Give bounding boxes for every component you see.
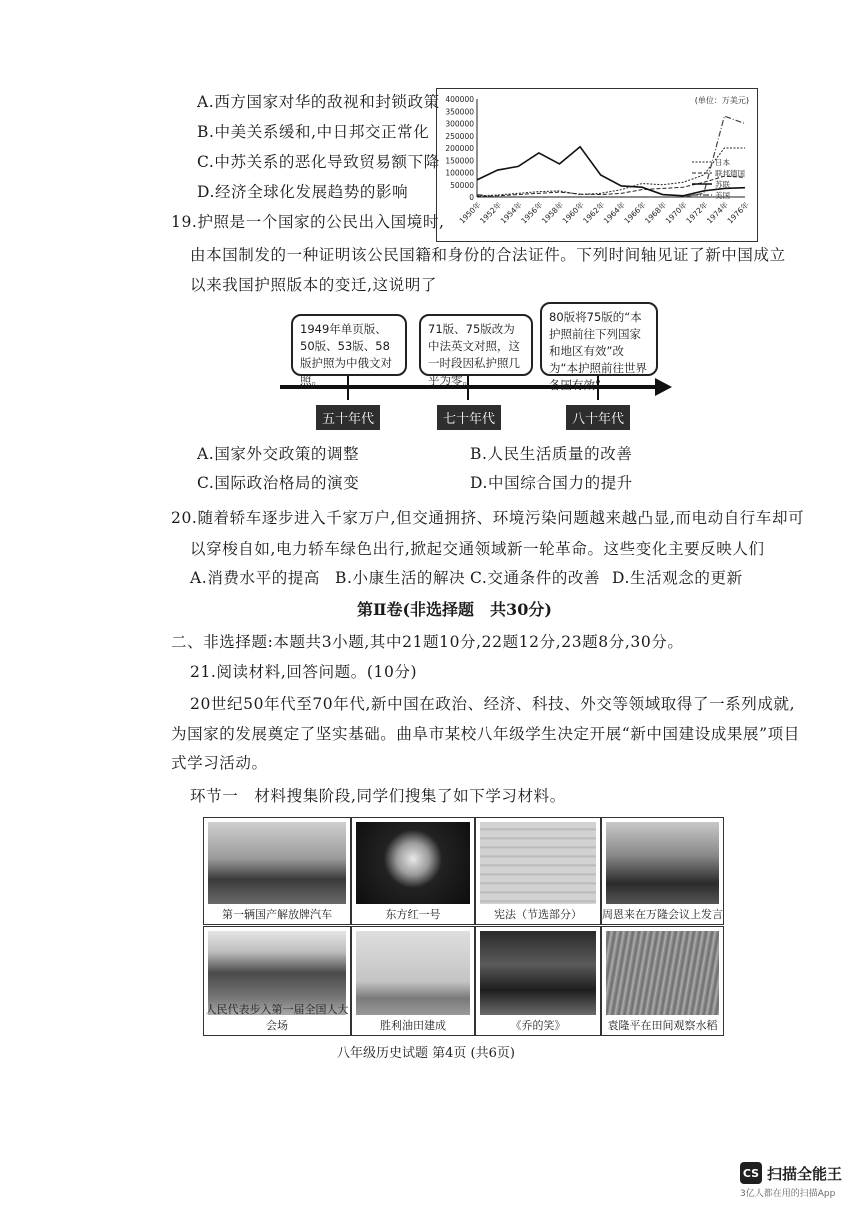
photo-image	[606, 822, 719, 904]
series-line-美国	[477, 116, 745, 197]
y-tick-label: 100000	[445, 168, 474, 178]
q19-option-c: C.国际政治格局的演变	[197, 474, 360, 492]
photo-jiefang-truck	[203, 817, 351, 925]
q19-stem-line1: 19.护照是一个国家的公民出入国境时,	[171, 213, 445, 231]
photo-image	[606, 931, 719, 1015]
x-tick-label: 1964年	[601, 200, 627, 226]
cs-logo-icon: CS	[740, 1162, 762, 1184]
y-tick-label: 50000	[450, 180, 474, 190]
q19-option-d: D.中国综合国力的提升	[470, 474, 633, 492]
y-tick-label: 250000	[445, 131, 474, 141]
photo-zhou-enlai-bandung	[601, 817, 724, 925]
photo-yuan-longping	[601, 926, 724, 1036]
photo-image	[208, 822, 346, 904]
q18-option-a: A.西方国家对华的敌视和封锁政策	[197, 93, 440, 111]
q20-option-b: B.小康生活的解决	[335, 569, 466, 587]
photo-caption: 东方红一号	[385, 908, 441, 921]
photo-image	[356, 931, 470, 1015]
q19-stem-line3: 以来我国护照版本的变迁,这说明了	[190, 276, 438, 294]
q21-heading: 21.阅读材料,回答问题。(10分)	[190, 663, 418, 681]
photo-caption: 袁隆平在田间观察水稻	[607, 1019, 718, 1032]
x-tick-label: 1974年	[704, 200, 731, 226]
q18-option-b: B.中美关系缓和,中日邦交正常化	[197, 123, 430, 141]
q21-para-line3: 式学习活动。	[171, 754, 268, 772]
y-tick-label: 0	[469, 193, 474, 202]
unit-label: (单位：万美元)	[694, 96, 749, 105]
q18-option-d: D.经济全球化发展趋势的影响	[197, 183, 409, 201]
timeline-box-1970s: 71版、75版改为中法英文对照，这一时段因私护照几乎为零。	[419, 314, 533, 376]
x-tick-label: 1958年	[539, 200, 566, 226]
q20-option-a: A.消费水平的提高	[190, 569, 321, 587]
scanner-tagline: 3亿人都在用的扫描App	[739, 1189, 836, 1199]
era-label-1970s: 七十年代	[437, 405, 501, 430]
photo-npc-session	[203, 926, 351, 1036]
photo-shengli-oilfield	[351, 926, 475, 1036]
photo-caption: 第一辆国产解放牌汽车	[222, 908, 332, 921]
y-tick-label: 150000	[445, 156, 474, 166]
x-tick-label: 1968年	[643, 200, 669, 226]
q18-option-c: C.中苏关系的恶化导致贸易额下降	[197, 153, 440, 171]
photo-image	[480, 931, 596, 1015]
q20-option-c: C.交通条件的改善	[470, 569, 601, 587]
legend-label: 日本	[715, 158, 730, 167]
part2-intro: 二、非选择题:本题共3小题,其中21题10分,22题12分,23题8分,30分。	[171, 633, 684, 651]
trade-chart	[436, 88, 758, 242]
photo-caption: 胜利油田建成	[380, 1019, 446, 1032]
timeline-box-1980s: 80版将75版的“本护照前往下列国家和地区有效”改为“本护照前往世界各国有效”	[540, 302, 658, 376]
legend-label: 苏联	[715, 180, 730, 189]
q21-para-line2: 为国家的发展奠定了坚实基础。曲阜市某校八年级学生决定开展“新中国建设成果展”项目	[171, 725, 800, 743]
q19-stem-line2: 由本国制发的一种证明该公民国籍和身份的合法证件。下列时间轴见证了新中国成立	[190, 246, 786, 264]
q20-option-d: D.生活观念的更新	[612, 569, 743, 587]
photo-caption: 周恩来在万隆会议上发言	[602, 908, 723, 921]
x-tick-label: 1952年	[478, 200, 504, 226]
y-tick-label: 400000	[445, 95, 474, 104]
photo-caption: 《乔的笑》	[510, 1019, 566, 1032]
page-footer: 八年级历史试题 第4页 (共6页)	[337, 1046, 515, 1061]
q20-stem-line2: 以穿梭自如,电力轿车绿色出行,掀起交通领域新一轮革命。这些变化主要反映人们	[190, 540, 765, 558]
era-label-1980s: 八十年代	[566, 405, 630, 430]
y-tick-label: 350000	[445, 107, 474, 117]
x-tick-label: 1956年	[519, 200, 545, 226]
x-tick-label: 1954年	[498, 200, 524, 226]
photo-caption: 宪法（节选部分）	[494, 908, 582, 921]
x-tick-label: 1950年	[457, 200, 483, 226]
legend-label: 联邦德国	[715, 169, 745, 178]
timeline-box-1950s: 1949年单页版、50版、53版、58版护照为中俄文对照。	[291, 314, 407, 376]
trade-chart-svg	[437, 89, 757, 241]
photo-qiao-laugh	[475, 926, 601, 1036]
x-tick-label: 1966年	[622, 200, 648, 226]
x-tick-label: 1976年	[725, 200, 751, 226]
q20-stem-line1: 20.随着轿车逐步进入千家万户,但交通拥挤、环境污染问题越来越凸显,而电动自行车却可	[171, 509, 805, 527]
x-tick-label: 1970年	[663, 200, 689, 226]
x-tick-label: 1962年	[581, 200, 607, 226]
y-tick-label: 200000	[445, 144, 474, 153]
q19-option-b: B.人民生活质量的改善	[470, 445, 633, 463]
part2-title: 第Ⅱ卷(非选择题 共30分)	[357, 600, 552, 619]
q21-step1: 环节一 材料搜集阶段,同学们搜集了如下学习材料。	[190, 787, 566, 805]
x-tick-label: 1960年	[560, 200, 586, 226]
photo-constitution	[475, 817, 601, 925]
photo-image	[480, 822, 596, 904]
x-tick-label: 1972年	[684, 200, 710, 226]
photo-image	[356, 822, 470, 904]
y-tick-label: 300000	[445, 119, 474, 129]
era-label-1950s: 五十年代	[316, 405, 380, 430]
scanner-watermark	[740, 1162, 842, 1199]
scanner-app-name: 扫描全能王	[766, 1164, 842, 1183]
photo-caption: 人民代表步入第一届全国人大会场	[205, 1003, 349, 1032]
q19-option-a: A.国家外交政策的调整	[197, 445, 360, 463]
q21-para-line1: 20世纪50年代至70年代,新中国在政治、经济、科技、外交等领域取得了一系列成就,	[190, 695, 796, 713]
photo-dongfanghong	[351, 817, 475, 925]
legend-label: 美国	[715, 191, 730, 200]
